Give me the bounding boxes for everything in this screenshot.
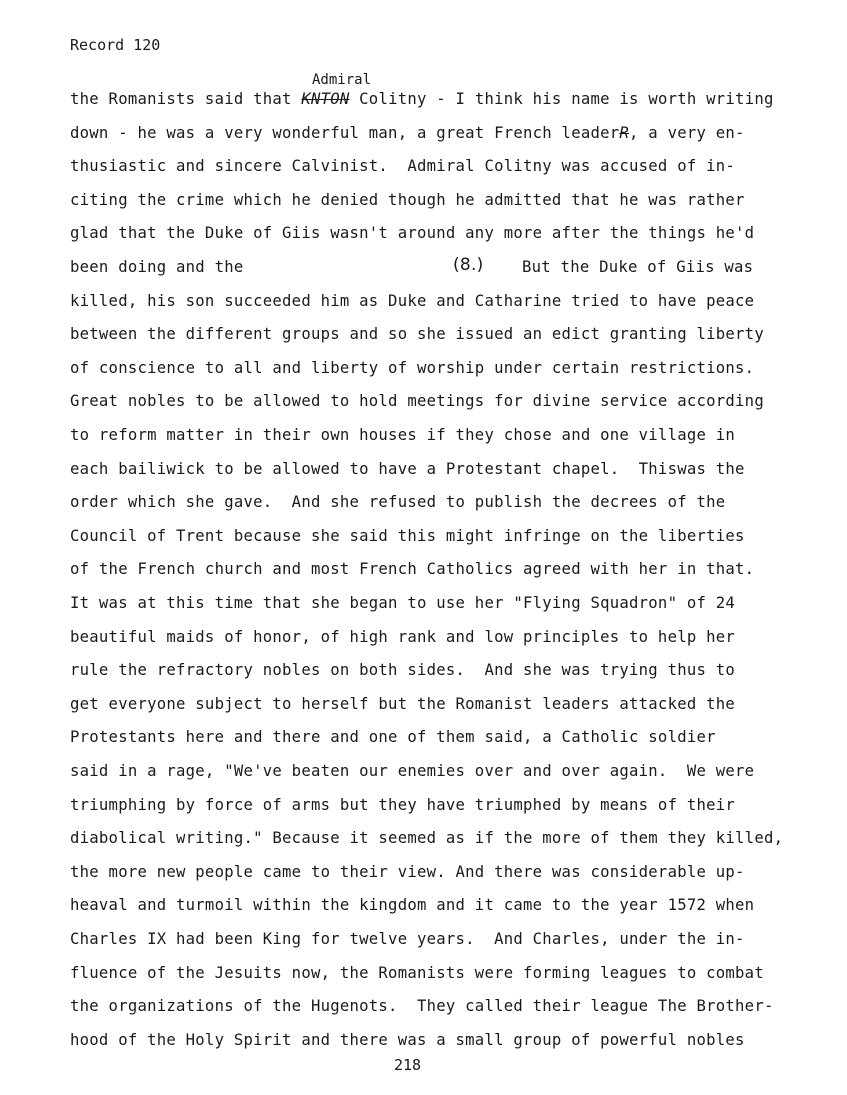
text-line-12: each bailiwick to be allowed to have a Protestant chapel. Thiswas the: [70, 459, 745, 478]
text-line-13: order which she gave. And she refused to publish the decrees of the: [70, 493, 726, 512]
record-label: Record 120: [70, 36, 161, 54]
text-line-9: of conscience to all and liberty of worship under certain restrictions.: [70, 358, 755, 377]
text-line-14: Council of Trent because she said this might infringe on the liberties: [70, 526, 745, 545]
text-line-8: between the different groups and so she issued an edict granting liberty: [70, 325, 764, 344]
text-line-18: rule the refractory nobles on both sides. And she was trying thus to: [70, 661, 736, 680]
text-line-25: heaval and turmoil within the kingdom and it came to the year 1572 when: [70, 896, 755, 915]
text-line-7: killed, his son succeeded him as Duke and Catharine tried to have peace: [70, 291, 755, 310]
text-line-22: triumphing by force of arms but they have triumphed by means of their: [70, 795, 736, 814]
text-line-26: Charles IX had been King for twelve years. And Charles, under the in-: [70, 930, 745, 948]
text-line-4: citing the crime which he denied though he admitted that he was rather: [70, 190, 745, 209]
text-line-6-after: But the Duke of Giis was: [522, 258, 754, 276]
text-line-23: diabolical writing." Because it seemed as if the more of them they killed,: [70, 829, 784, 848]
text-line-1-before: the Romanists said that: [70, 90, 302, 108]
text-line-19: get everyone subject to herself but the Romanist leaders attacked the: [70, 694, 736, 713]
text-line-1: [70, 90, 774, 108]
text-line-27: fluence of the Jesuits now, the Romanists were forming leagues to combat: [70, 963, 764, 982]
text-line-2-after: , a very en-: [629, 123, 745, 142]
text-line-6-before: been doing and the: [70, 258, 244, 276]
text-line-16: It was at this time that she began to use her "Flying Squadron" of 24: [70, 594, 736, 612]
page-number: 218: [394, 1056, 422, 1074]
text-line-17: beautiful maids of honor, of high rank and low principles to help her: [70, 627, 736, 646]
text-line-24: the more new people came to their view. And there was considerable up-: [70, 862, 745, 881]
text-line-20: Protestants here and there and one of them said, a Catholic soldier: [70, 728, 716, 747]
text-line-28: the organizations of the Hugenots. They called their league The Brother-: [70, 997, 774, 1016]
struck-out-letter: R: [619, 123, 630, 142]
text-line-3: thusiastic and sincere Calvinist. Admiral Colitny was accused of in-: [70, 157, 736, 176]
text-line-6: [70, 255, 754, 276]
text-line-21: said in a rage, "We've beaten our enemies over and over again. We were: [70, 762, 755, 780]
text-line-10: Great nobles to be allowed to hold meetings for divine service according: [70, 392, 764, 411]
struck-out-word: KNTON: [301, 90, 350, 108]
handwritten-insertion: Admiral: [312, 72, 372, 88]
text-line-5: glad that the Duke of Giis wasn't around any more after the things he'd: [70, 224, 755, 243]
text-line-1-after: Colitny - I think his name is worth writing: [349, 90, 774, 108]
text-line-11: to reform matter in their own houses if they chose and one village in: [70, 426, 736, 444]
text-line-2: [70, 124, 745, 142]
text-line-2-before: down - he was a very wonderful man, a great French leader: [70, 123, 620, 142]
handwritten-note-number: (8.): [453, 255, 484, 275]
text-line-15: of the French church and most French Catholics agreed with her in that.: [70, 560, 755, 579]
text-line-29: hood of the Holy Spirit and there was a small group of powerful nobles: [70, 1030, 745, 1049]
